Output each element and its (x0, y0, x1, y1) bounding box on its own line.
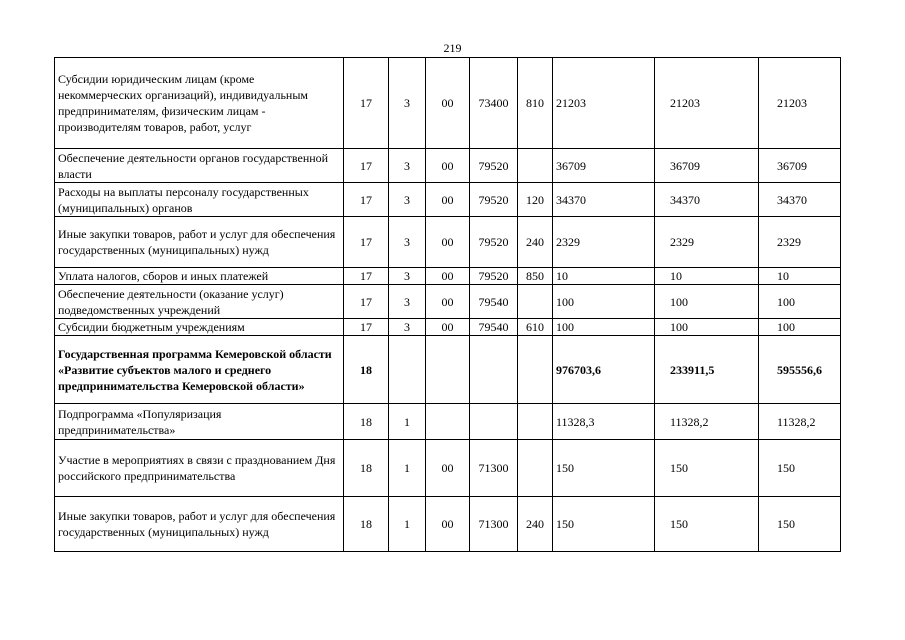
table-row (55, 217, 841, 268)
amount-year-2-cell: 11328,2 (655, 404, 759, 440)
amount-year-1-cell: 36709 (553, 149, 655, 183)
program-code-cell: 00 (426, 217, 470, 268)
direction-code-cell: 79540 (470, 285, 518, 319)
amount-year-3-cell: 34370 (759, 183, 841, 217)
expense-type-code-cell: 810 (518, 58, 553, 149)
direction-code-cell: 79520 (470, 217, 518, 268)
ministry-code-cell: 17 (344, 268, 389, 285)
amount-year-2-cell: 34370 (655, 183, 759, 217)
expense-type-code-cell (518, 336, 553, 404)
budget-table (54, 57, 841, 552)
amount-year-2-cell: 100 (655, 319, 759, 336)
row-name-cell: Подпрограмма «Популяризация предпринимательства» (55, 404, 344, 440)
amount-year-2-cell: 150 (655, 440, 759, 497)
row-name-cell: Иные закупки товаров, работ и услуг для обеспечения государственных (муниципальных) нужд (55, 217, 344, 268)
expense-type-code-cell: 610 (518, 319, 553, 336)
subprogram-code-cell (389, 336, 426, 404)
program-code-cell: 00 (426, 58, 470, 149)
row-name-cell: Субсидии юридическим лицам (кроме некоммерческих организаций), индивидуальным предпринимателям, физическим лицам - производителям товаров, работ, услуг (55, 58, 344, 149)
amount-year-3-cell: 150 (759, 497, 841, 552)
amount-year-1-cell: 976703,6 (553, 336, 655, 404)
amount-year-2-cell: 233911,5 (655, 336, 759, 404)
direction-code-cell: 79520 (470, 183, 518, 217)
program-code-cell: 00 (426, 268, 470, 285)
amount-year-3-cell: 150 (759, 440, 841, 497)
table-row (55, 285, 841, 319)
expense-type-code-cell: 240 (518, 217, 553, 268)
subprogram-code-cell: 3 (389, 268, 426, 285)
program-code-cell: 00 (426, 183, 470, 217)
table-row (55, 319, 841, 336)
amount-year-1-cell: 11328,3 (553, 404, 655, 440)
amount-year-1-cell: 2329 (553, 217, 655, 268)
subprogram-code-cell: 3 (389, 285, 426, 319)
subprogram-code-cell: 3 (389, 58, 426, 149)
row-name-cell: Уплата налогов, сборов и иных платежей (55, 268, 344, 285)
amount-year-1-cell: 34370 (553, 183, 655, 217)
subprogram-code-cell: 3 (389, 319, 426, 336)
table-row (55, 497, 841, 552)
amount-year-3-cell: 2329 (759, 217, 841, 268)
ministry-code-cell: 17 (344, 319, 389, 336)
expense-type-code-cell (518, 285, 553, 319)
program-code-cell: 00 (426, 149, 470, 183)
amount-year-2-cell: 21203 (655, 58, 759, 149)
ministry-code-cell: 18 (344, 440, 389, 497)
subprogram-code-cell: 1 (389, 404, 426, 440)
ministry-code-cell: 17 (344, 217, 389, 268)
direction-code-cell: 73400 (470, 58, 518, 149)
amount-year-2-cell: 10 (655, 268, 759, 285)
expense-type-code-cell: 240 (518, 497, 553, 552)
row-name-cell: Иные закупки товаров, работ и услуг для обеспечения государственных (муниципальных) нужд (55, 497, 344, 552)
amount-year-2-cell: 100 (655, 285, 759, 319)
ministry-code-cell: 17 (344, 149, 389, 183)
amount-year-1-cell: 150 (553, 440, 655, 497)
program-code-cell: 00 (426, 497, 470, 552)
table-row (55, 58, 841, 149)
expense-type-code-cell: 850 (518, 268, 553, 285)
amount-year-3-cell: 21203 (759, 58, 841, 149)
direction-code-cell (470, 404, 518, 440)
budget-table-body (55, 58, 841, 552)
expense-type-code-cell (518, 404, 553, 440)
amount-year-3-cell: 100 (759, 319, 841, 336)
amount-year-3-cell: 100 (759, 285, 841, 319)
expense-type-code-cell (518, 149, 553, 183)
amount-year-3-cell: 36709 (759, 149, 841, 183)
amount-year-3-cell: 10 (759, 268, 841, 285)
direction-code-cell (470, 336, 518, 404)
table-row (55, 336, 841, 404)
row-name-cell: Обеспечение деятельности органов государственной власти (55, 149, 344, 183)
direction-code-cell: 79520 (470, 149, 518, 183)
row-name-cell: Государственная программа Кемеровской области «Развитие субъектов малого и среднего предпринимательства Кемеровской области» (55, 336, 344, 404)
amount-year-1-cell: 100 (553, 319, 655, 336)
amount-year-1-cell: 150 (553, 497, 655, 552)
direction-code-cell: 71300 (470, 440, 518, 497)
ministry-code-cell: 18 (344, 404, 389, 440)
amount-year-1-cell: 21203 (553, 58, 655, 149)
program-code-cell (426, 336, 470, 404)
subprogram-code-cell: 3 (389, 149, 426, 183)
row-name-cell: Расходы на выплаты персоналу государственных (муниципальных) органов (55, 183, 344, 217)
amount-year-2-cell: 36709 (655, 149, 759, 183)
ministry-code-cell: 17 (344, 183, 389, 217)
direction-code-cell: 71300 (470, 497, 518, 552)
table-row (55, 440, 841, 497)
subprogram-code-cell: 3 (389, 183, 426, 217)
amount-year-2-cell: 150 (655, 497, 759, 552)
program-code-cell: 00 (426, 440, 470, 497)
amount-year-2-cell: 2329 (655, 217, 759, 268)
ministry-code-cell: 18 (344, 497, 389, 552)
expense-type-code-cell: 120 (518, 183, 553, 217)
ministry-code-cell: 17 (344, 58, 389, 149)
row-name-cell: Обеспечение деятельности (оказание услуг) подведомственных учреждений (55, 285, 344, 319)
table-row (55, 268, 841, 285)
direction-code-cell: 79540 (470, 319, 518, 336)
amount-year-3-cell: 595556,6 (759, 336, 841, 404)
subprogram-code-cell: 1 (389, 440, 426, 497)
table-row (55, 183, 841, 217)
subprogram-code-cell: 1 (389, 497, 426, 552)
amount-year-3-cell: 11328,2 (759, 404, 841, 440)
expense-type-code-cell (518, 440, 553, 497)
ministry-code-cell: 17 (344, 285, 389, 319)
program-code-cell: 00 (426, 319, 470, 336)
table-row (55, 149, 841, 183)
subprogram-code-cell: 3 (389, 217, 426, 268)
amount-year-1-cell: 100 (553, 285, 655, 319)
row-name-cell: Субсидии бюджетным учреждениям (55, 319, 344, 336)
ministry-code-cell: 18 (344, 336, 389, 404)
direction-code-cell: 79520 (470, 268, 518, 285)
program-code-cell (426, 404, 470, 440)
program-code-cell: 00 (426, 285, 470, 319)
table-row (55, 404, 841, 440)
amount-year-1-cell: 10 (553, 268, 655, 285)
row-name-cell: Участие в мероприятиях в связи с празднованием Дня российского предпринимательства (55, 440, 344, 497)
page-number: 219 (443, 41, 462, 55)
